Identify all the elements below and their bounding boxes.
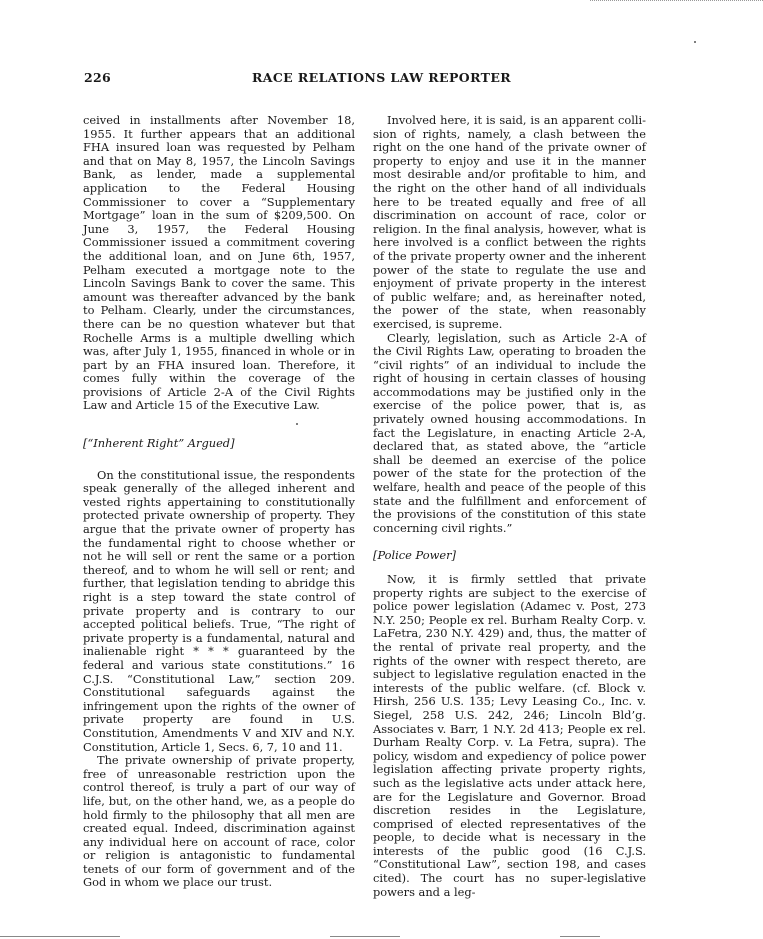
page-number: 226 (84, 70, 111, 85)
scan-edge-mark-bottom (560, 936, 600, 937)
left-paragraph-3: The private ownership of private property, free of unreasonable restriction upon the control thereof, is truly a part of our way of life, but, on the other hand, we, as a people do hold firmly to the philosophy that all men are created equal. Indeed, discrimination against any individual here on account of race, color or religion is antagonistic to fundamental tenets of our form of government and of the God in whom we place our trust. (83, 753, 355, 890)
section-heading-police-power: [Police Power] (373, 548, 456, 563)
right-paragraph-2: Clearly, legislation, such as Article 2-A of the Civil Rights Law, operating to broaden the “civil rights” of an individual to include the right of housing in certain classes of housing accommodations may be justified only in the exercise of the police power, that is, as privately owned housing accommodations. In fact the Legislature, in enacting Article 2-A, declared that, as stated above, the “article shall be deemed an exercise of the police power of the state for the protection of the welfare, health and peace of the people of this state and the fulfillment and enforcement of the provisions of the constitution of this state concerning civil rights.” (373, 330, 646, 535)
left-paragraph-1: ceived in installments after November 18, 1955. It further appears that an additional FHA insured loan was requested by Pelham and that on May 8, 1957, the Lincoln Savings Bank, as lender, made a supplemental application to the Federal Housing Commissioner to cover a “Supplementary Mortgage” loan in the sum of $209,500. On June 3, 1957, the Federal Housing Commissioner issued a commitment covering the additional loan, and on June 6th, 1957, Pelham executed a mortgage note to the Lincoln Savings Bank to cover the same. This amount was thereafter advanced by the bank to Pelham. Clearly, under the circumstances, there can be no question whatever but that Rochelle Arms is a multiple dwelling which was, after July 1, 1955, financed in whole or in part by an FHA insured loan. Therefore, it comes fully within the coverage of the provisions of Article 2-A of the Civil Rights Law and Article 15 of the Executive Law. (83, 113, 355, 413)
scan-speck (694, 41, 696, 43)
right-paragraph-1: Involved here, it is said, is an apparent collision of rights, namely, a clash between the right on the one hand of the private owner of property to enjoy and use it in the manner most desirable and/or profitable to him, and the right on the other hand of all individuals here to be treated equally and free of all discrimination on account of race, color or religion. In the final analysis, however, what is here involved is a conflict between the rights of the private property owner and the inherent power of the state to regulate the use and enjoyment of private property in the interest of public welfare; and, as hereinafter noted, the power of the state, when reasonably exercised, is supreme. (373, 113, 646, 331)
right-paragraph-3: Now, it is firmly settled that private property rights are subject to the exercise of police power legislation (Adamec v. Post, 273 N.Y. 250; People ex rel. Burham Realty Corp. v. LaFetra, 230 N.Y. 429) and, thus, the matter of the rental of private real property, and the rights of the owner with respect thereto, are subject to legislative regulation enacted in the interests of the public welfare. (cf. Block v. Hirsh, 256 U.S. 135; Levy Leasing Co., Inc. v. Siegel, 258 U.S. 242, 246; Lincoln Bld’g. Associates v. Barr, 1 N.Y. 2d 413; People ex rel. Durham Realty Corp. v. La Fetra, supra). The policy, wisdom and expediency of police power legislation affecting private property rights, such as the legislative acts under attack here, are for the Legislature and Governor. Broad discretion resides in the Legislature, comprised of elected representatives of the people, to decide what is necessary in the interests of the public good (16 C.J.S. “Constitutional Law”, section 198, and cases cited). The court has no super-legislative powers and a leg- (373, 572, 646, 899)
scan-edge-mark-top (590, 0, 763, 1)
scan-edge-mark-bottom (0, 936, 120, 937)
scan-edge-mark-bottom (330, 936, 400, 937)
left-paragraph-2: On the constitutional issue, the respondents speak generally of the alleged inherent and vested rights appertaining to constitutionally protected private ownership of property. They argue that the private owner of property has the fundamental right to choose whether or not he will sell or rent the same or a portion thereof, and to whom he will sell or rent; and further, that legislation tending to abridge this right is a step toward the state control of private property and is contrary to our accepted political beliefs. True, “The right of private property is a fundamental, natural and inalienable right * * * guaranteed by the federal and various state constitutions.” 16 C.J.S. “Constitutional Law,” section 209. Constitutional safeguards against the infringement upon the rights of the owner of private property are found in U.S. Constitution, Amendments V and XIV and N.Y. Constitution, Article 1, Secs. 6, 7, 10 and 11. (83, 467, 355, 754)
right-column (373, 114, 646, 899)
left-column (83, 114, 355, 890)
running-head: RACE RELATIONS LAW REPORTER (251, 70, 512, 85)
section-heading-inherent-right: [“Inherent Right” Argued] (83, 436, 235, 451)
